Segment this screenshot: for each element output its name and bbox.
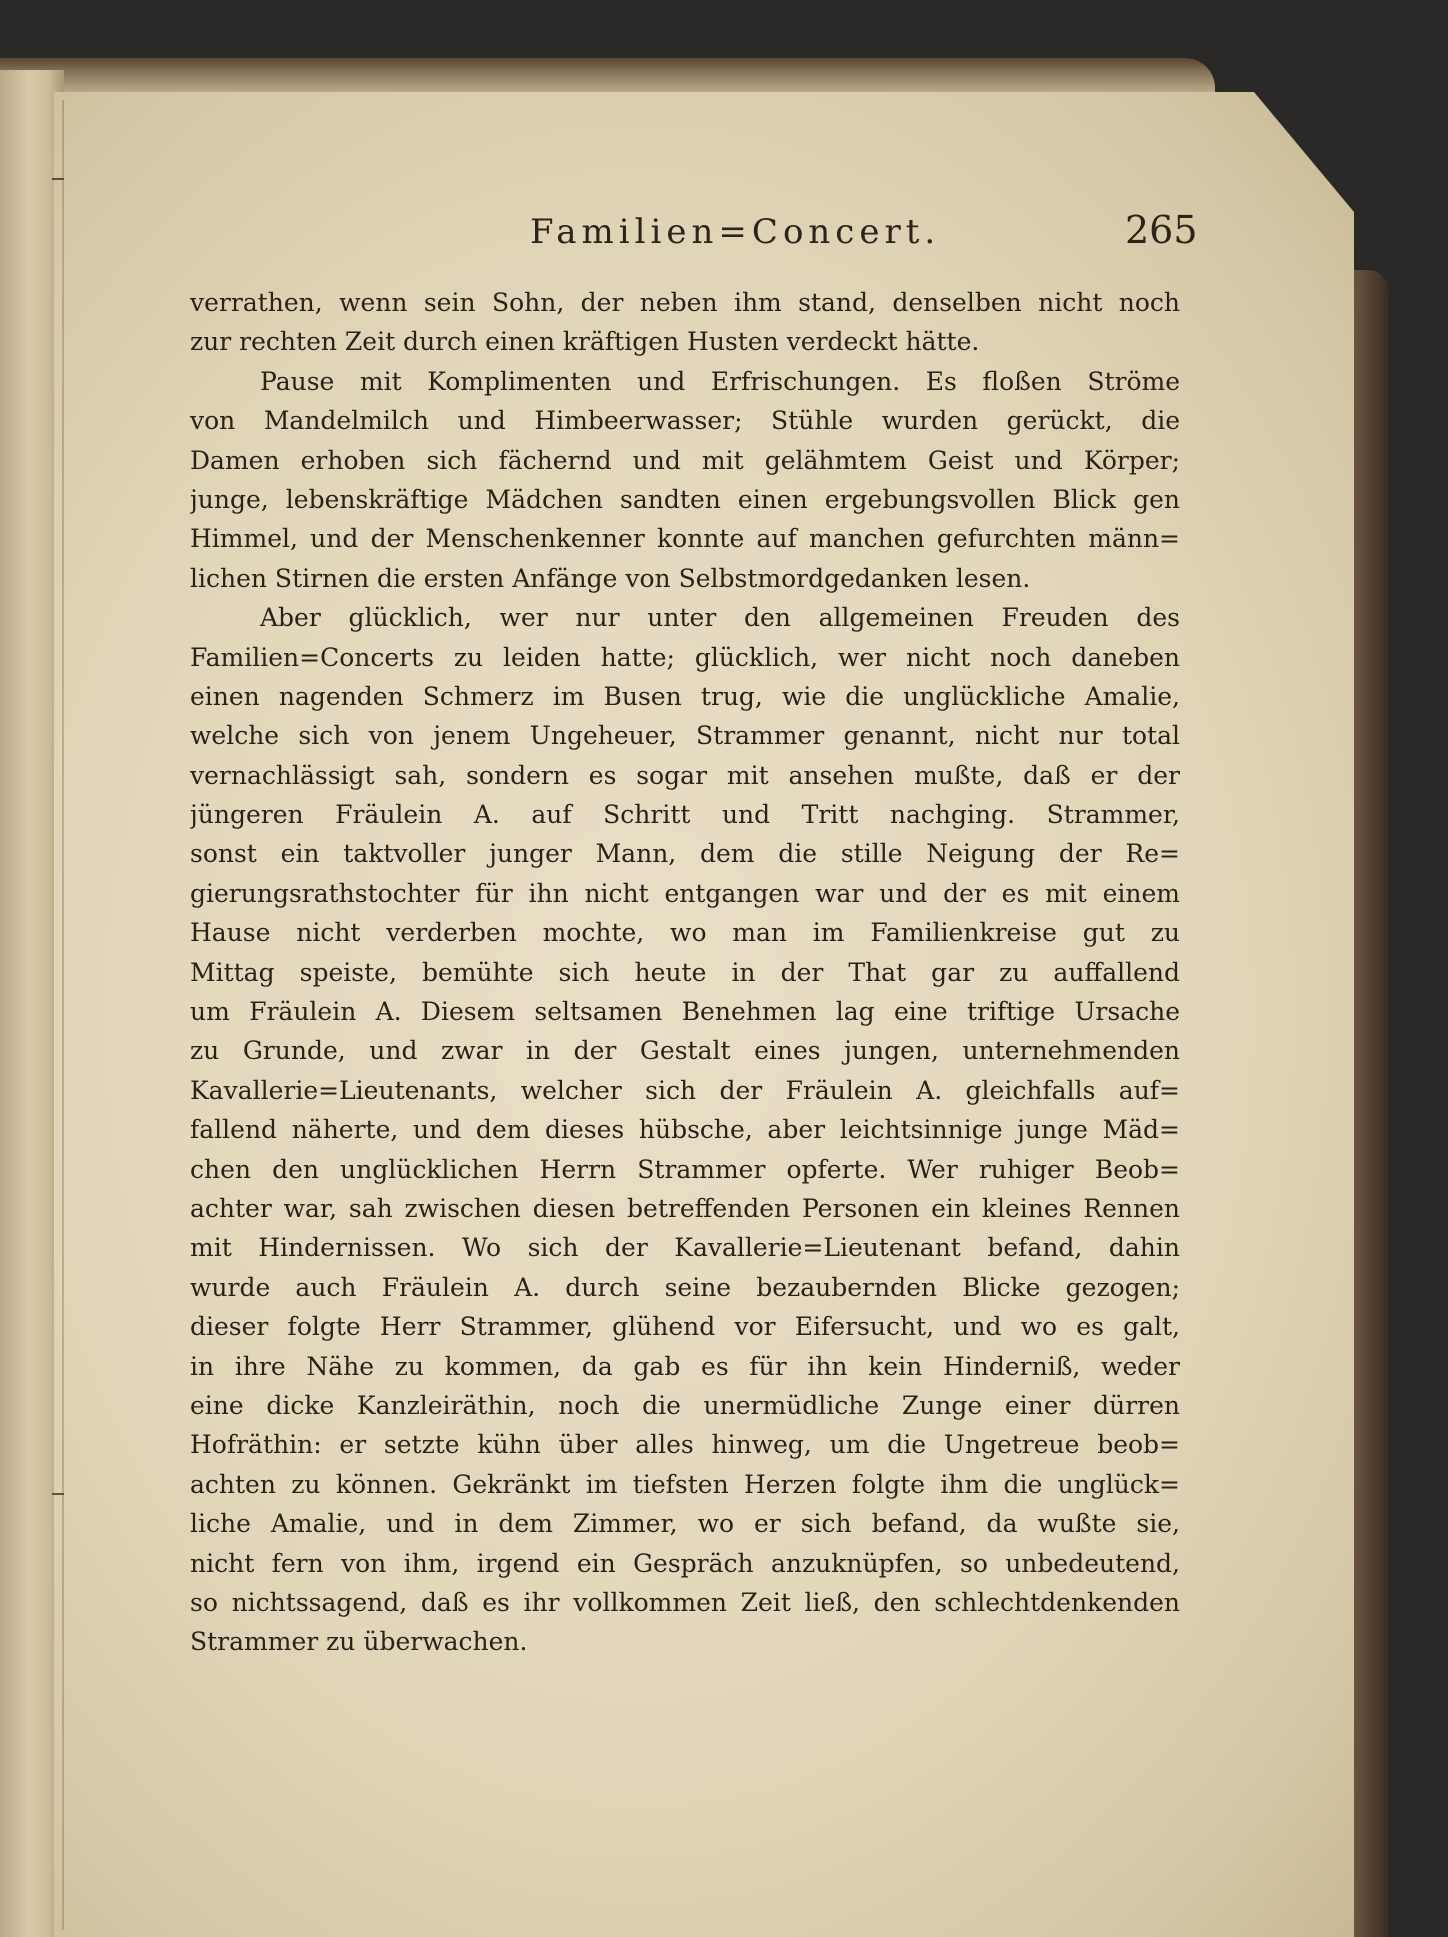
running-header (190, 208, 1198, 260)
text-line: Himmel, und der Menschenkenner konnte auf manchen gefurchten männ= (190, 524, 1180, 554)
text-line: sonst ein taktvoller junger Mann, dem die stille Neigung der Re= (190, 839, 1180, 869)
text-line: fallend näherte, und dem dieses hübsche, aber leichtsinnige junge Mäd= (190, 1115, 1180, 1145)
text-line: zur rechten Zeit durch einen kräftigen Husten verdeckt hätte. (190, 327, 980, 357)
text-line: dieser folgte Herr Strammer, glühend vor Eifersucht, und wo es galt, (190, 1312, 1180, 1342)
running-head-title: Familien=Concert. (530, 212, 941, 252)
text-line: achten zu können. Gekränkt im tiefsten Herzen folgte ihm die unglück= (190, 1469, 1180, 1499)
text-line: Damen erhoben sich fächernd und mit gelähmtem Geist und Körper; (190, 445, 1180, 475)
text-line: vernachlässigt sah, sondern es sogar mit ansehen mußte, daß er der (190, 760, 1180, 790)
text-line: von Mandelmilch und Himbeerwasser; Stühle wurden gerückt, die (190, 406, 1180, 436)
text-line: um Fräulein A. Diesem seltsamen Benehmen lag eine triftige Ursache (190, 997, 1180, 1027)
text-line: zu Grunde, und zwar in der Gestalt eines jungen, unternehmenden (190, 1036, 1180, 1066)
text-line: Strammer zu überwachen. (190, 1627, 528, 1657)
text-line: junge, lebenskräftige Mädchen sandten einen ergebungsvollen Blick gen (190, 484, 1180, 514)
page-number: 265 (1125, 208, 1198, 252)
text-line: mit Hindernissen. Wo sich der Kavallerie=Lieutenant befand, dahin (190, 1233, 1180, 1263)
text-line: eine dicke Kanzleiräthin, noch die unermüdliche Zunge einer dürren (190, 1390, 1180, 1420)
text-line: wurde auch Fräulein A. durch seine bezaubernden Blicke gezogen; (190, 1272, 1180, 1302)
text-line: achter war, sah zwischen diesen betreffenden Personen ein kleines Rennen (190, 1193, 1180, 1223)
text-line: Pause mit Komplimenten und Erfrischungen. Es floßen Ströme (260, 366, 1180, 396)
text-line: nicht fern von ihm, irgend ein Gespräch anzuknüpfen, so unbedeutend, (190, 1548, 1180, 1578)
text-line: welche sich von jenem Ungeheuer, Strammer genannt, nicht nur total (190, 721, 1180, 751)
text-line: Aber glücklich, wer nur unter den allgemeinen Freuden des (260, 603, 1180, 633)
page-gutter-line (62, 100, 64, 1930)
text-line: liche Amalie, und in dem Zimmer, wo er sich befand, da wußte sie, (190, 1509, 1180, 1539)
text-line: chen den unglücklichen Herrn Strammer opferte. Wer ruhiger Beob= (190, 1154, 1180, 1184)
text-line: gierungsrathstochter für ihn nicht entgangen war und der es mit einem (190, 878, 1180, 908)
text-line: verrathen, wenn sein Sohn, der neben ihm stand, denselben nicht noch (190, 288, 1180, 317)
text-line: Hofräthin: er setzte kühn über alles hinweg, um die Ungetreue beob= (190, 1430, 1180, 1460)
text-line: einen nagenden Schmerz im Busen trug, wie die unglückliche Amalie, (190, 681, 1180, 711)
gutter-tick (52, 1493, 64, 1495)
text-line: Mittag speiste, bemühte sich heute in der That gar zu auffallend (190, 957, 1180, 987)
text-line: Hause nicht verderben mochte, wo man im Familienkreise gut zu (190, 918, 1180, 948)
text-line: Kavallerie=Lieutenants, welcher sich der Fräulein A. gleichfalls auf= (190, 1075, 1180, 1105)
text-line: jüngeren Fräulein A. auf Schritt und Tritt nachging. Strammer, (190, 800, 1180, 830)
text-line: so nichtssagend, daß es ihr vollkommen Zeit ließ, den schlechtdenkenden (190, 1587, 1180, 1617)
text-line: lichen Stirnen die ersten Anfänge von Selbstmordgedanken lesen. (190, 563, 1031, 593)
text-line: in ihre Nähe zu kommen, da gab es für ihn kein Hinderniß, weder (190, 1351, 1180, 1381)
text-line: Familien=Concerts zu leiden hatte; glücklich, wer nicht noch daneben (190, 642, 1180, 672)
gutter-tick (52, 178, 64, 180)
body-text (190, 283, 1180, 1662)
